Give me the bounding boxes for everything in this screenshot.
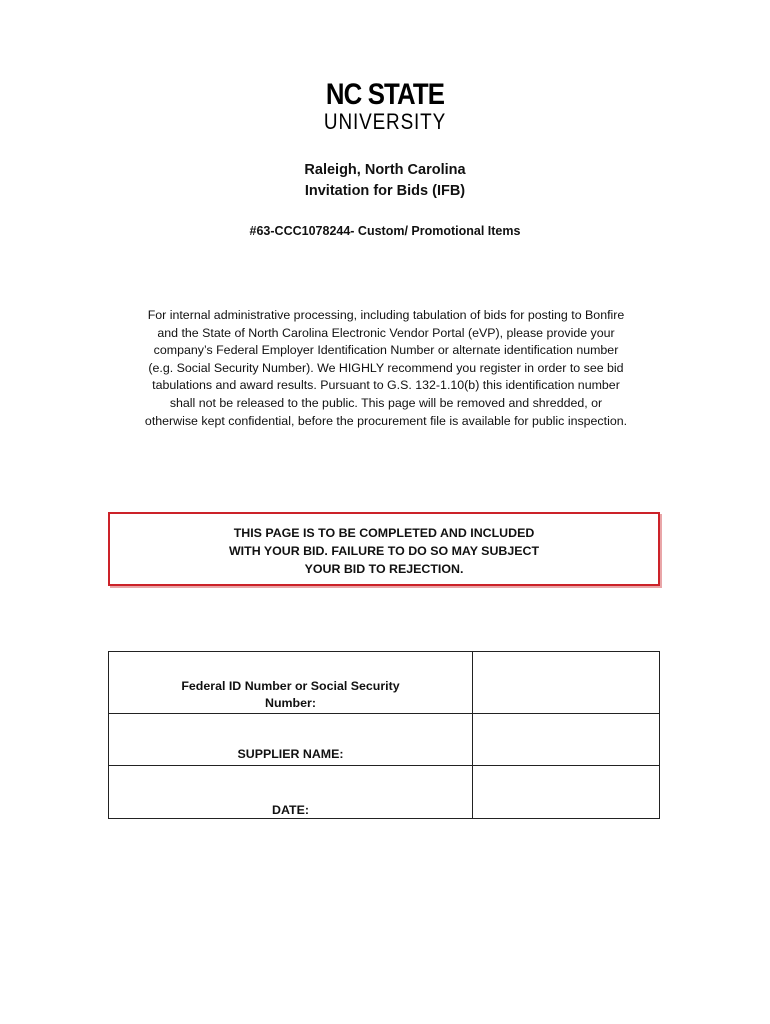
location-heading: Raleigh, North Carolina — [304, 162, 466, 178]
date-field[interactable] — [473, 766, 659, 818]
federal-id-label — [109, 678, 472, 712]
federal-id-label-line: Federal ID Number or Social Security — [181, 679, 400, 693]
notice-line: For internal administrative processing, including tabulation of bids for posting to Bonfire — [147, 308, 625, 322]
supplier-name-label: SUPPLIER NAME: — [237, 747, 344, 761]
nc-state-logo — [0, 80, 770, 134]
logo-wordmark-top: NC STATE — [325, 78, 445, 111]
rejection-warning-text — [110, 524, 658, 578]
logo-wordmark-bottom: UNIVERSITY — [323, 109, 447, 134]
confidentiality-notice — [108, 307, 664, 430]
warning-line: THIS PAGE IS TO BE COMPLETED AND INCLUDED — [233, 526, 535, 540]
warning-line: WITH YOUR BID. FAILURE TO DO SO MAY SUBJECT — [228, 544, 540, 558]
rejection-warning-box — [108, 512, 660, 586]
supplier-name-field[interactable] — [473, 714, 659, 765]
notice-line: company’s Federal Employer Identification Number or alternate identification number — [153, 343, 619, 358]
notice-line: (e.g. Social Security Number). We HIGHLY recommend you register in order to see bid — [148, 360, 624, 375]
notice-line: tabulations and award results. Pursuant to G.S. 132-1.10(b) this identification number — [152, 378, 620, 393]
notice-line: shall not be released to the public. This page will be removed and shredded, or — [169, 395, 603, 410]
federal-id-field[interactable] — [473, 652, 659, 713]
warning-line: YOUR BID TO REJECTION. — [304, 562, 464, 576]
notice-line: and the State of North Carolina Electronic Vendor Portal (eVP), please provide your — [157, 325, 615, 340]
notice-line: otherwise kept confidential, before the procurement file is available for public inspection. — [144, 413, 628, 428]
supplier-identification-table — [108, 651, 660, 819]
date-label: DATE: — [272, 803, 309, 817]
federal-id-label-line: Number: — [265, 696, 316, 710]
document-type-heading: Invitation for Bids (IFB) — [304, 183, 466, 199]
ifb-number: #63-CCC1078244- Custom/ Promotional Items — [249, 224, 521, 238]
